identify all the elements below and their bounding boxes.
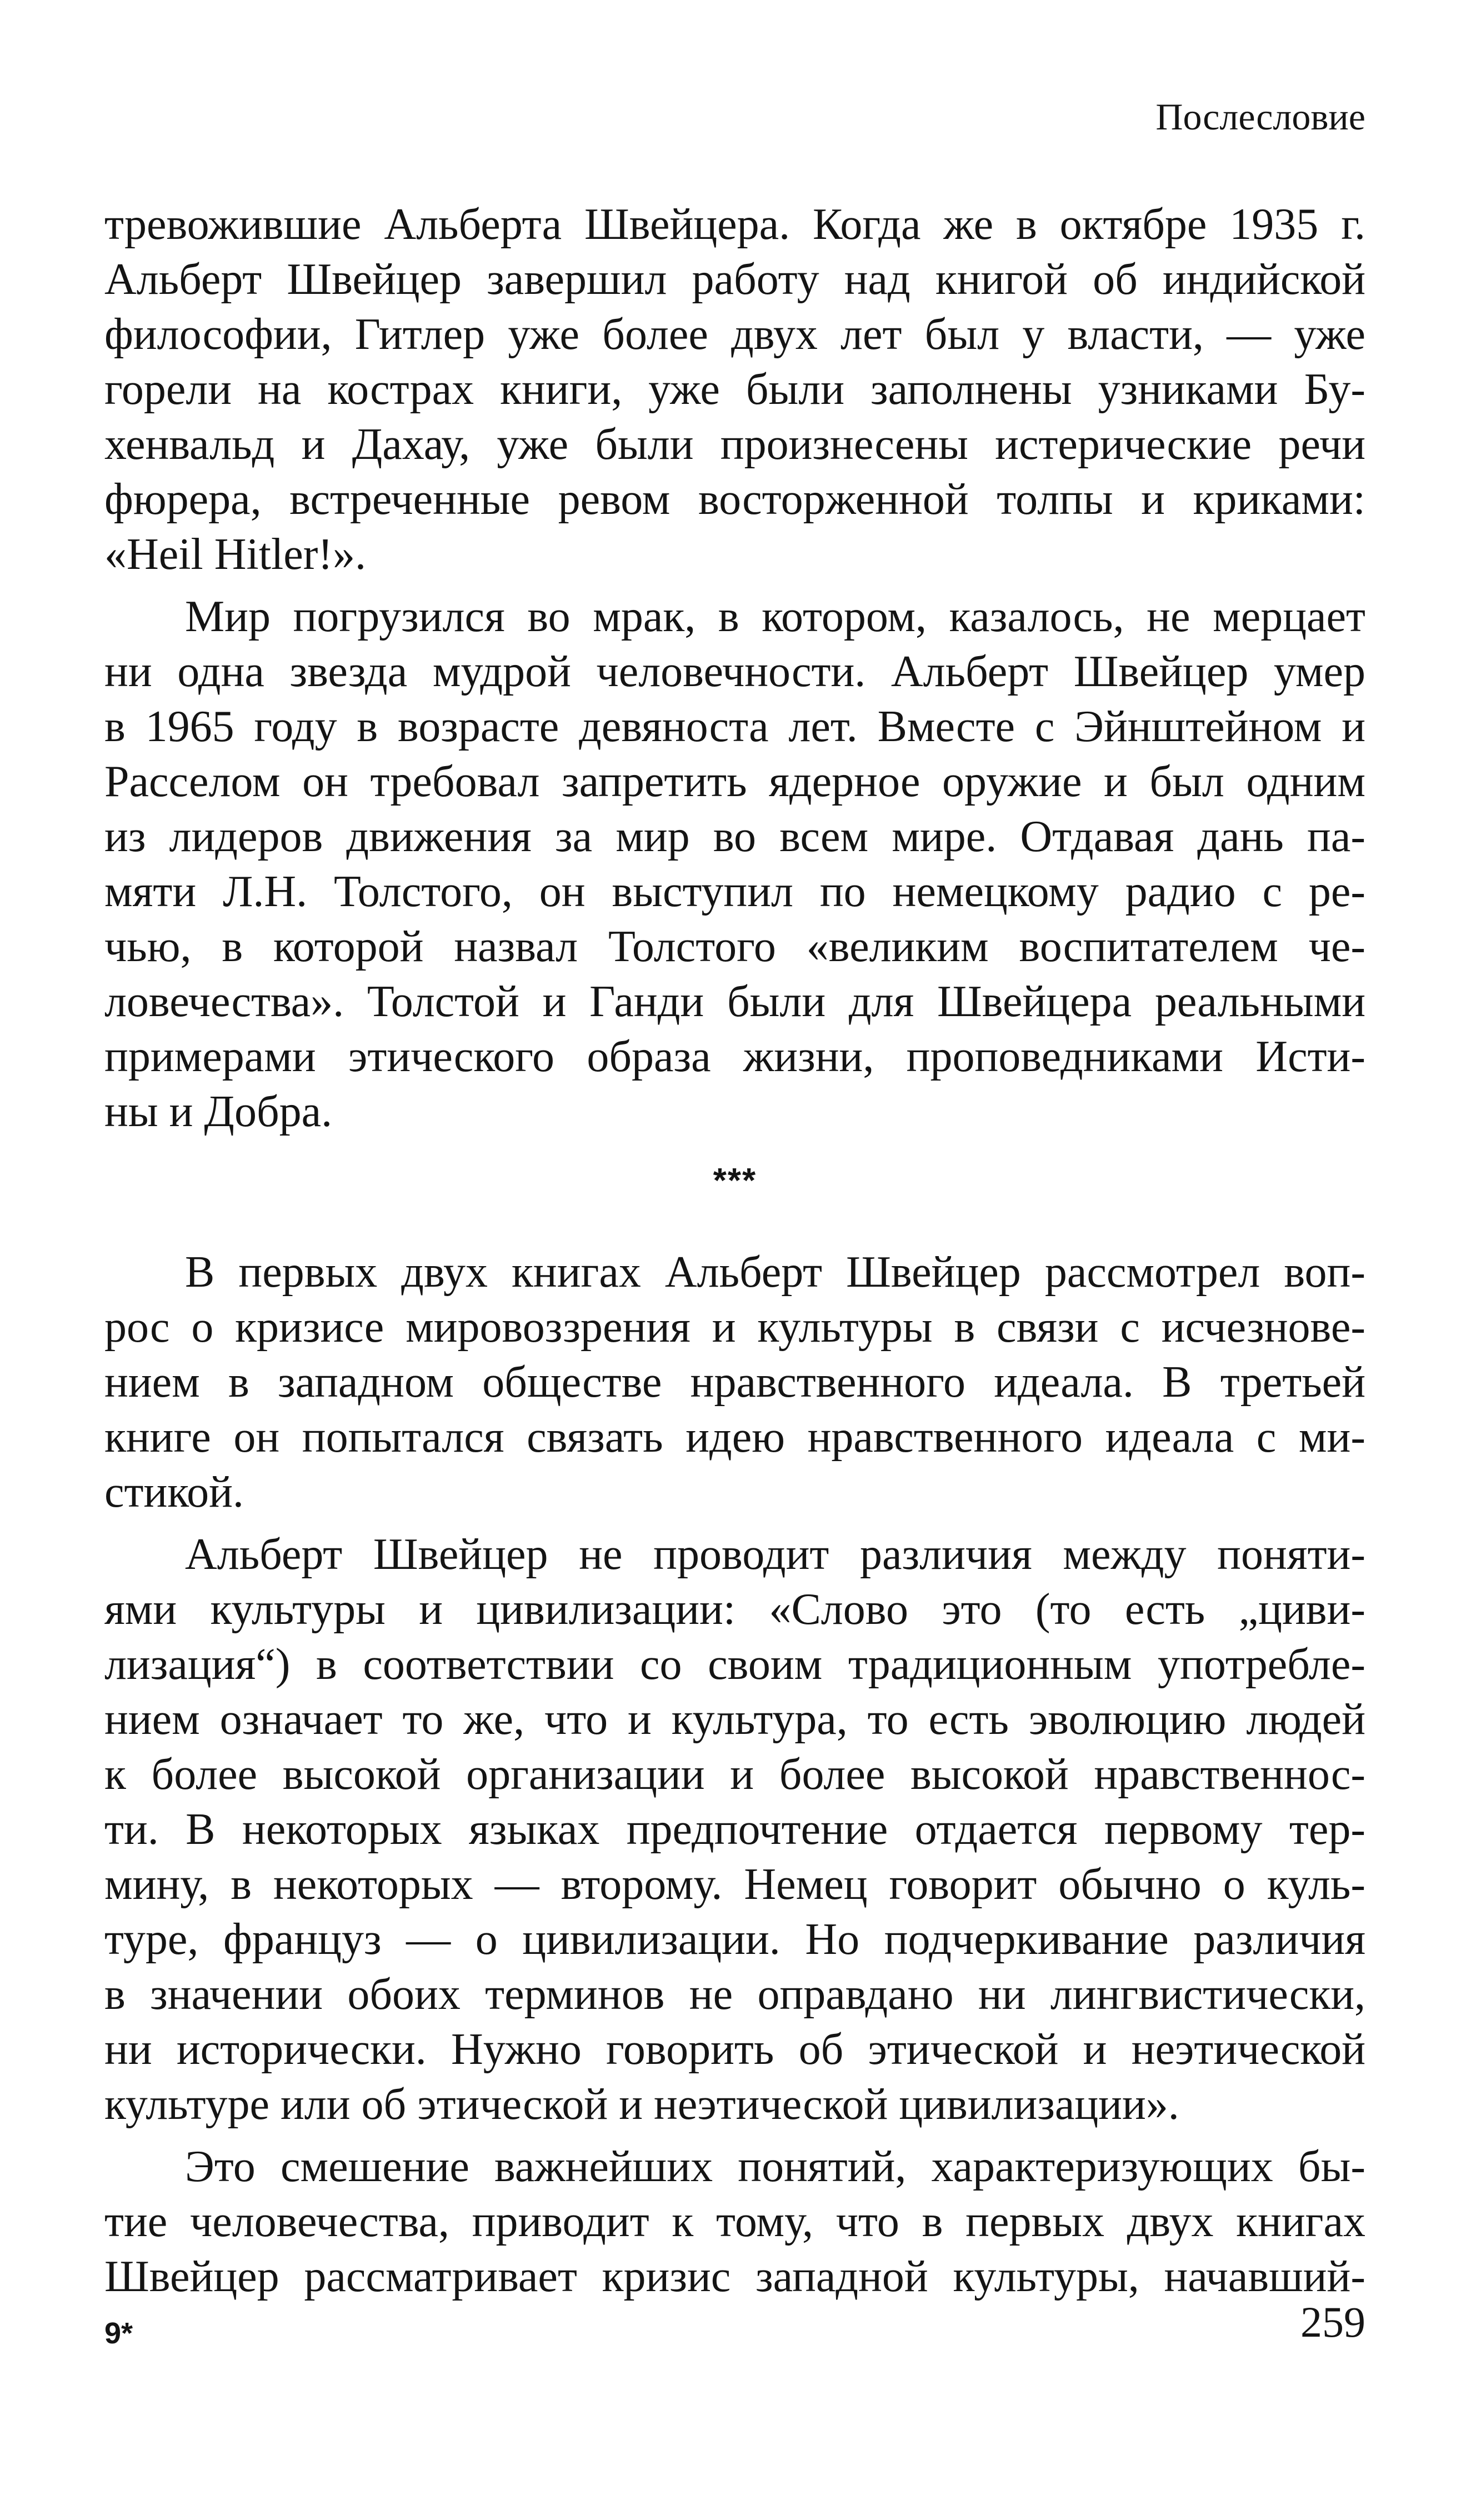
text-line: туре, француз — о цивилизации. Но подчеркивание различия [104,1915,1365,1964]
text-line: нием в западном обществе нравственного идеала. В третьей [104,1358,1365,1407]
text-line: Альберт Швейцер не проводит различия между поняти- [185,1530,1365,1579]
running-head: Послесловие [1155,96,1365,138]
text-line: В первых двух книгах Альберт Швейцер рассмотрел воп- [185,1248,1365,1297]
text-line: ни исторически. Нужно говорить об этической и неэтической [104,2025,1365,2074]
text-line: Альберт Швейцер завершил работу над книгой об индийской [104,255,1365,304]
text-line: рос о кризисе мировоззрения и культуры в связи с исчезнове- [104,1303,1365,1352]
text-line: Швейцер рассматривает кризис западной культуры, начавший- [104,2252,1365,2301]
text-line: Это смешение важнейших понятий, характеризующих бы- [185,2142,1365,2191]
section-separator: *** [713,1162,757,1200]
text-line: тревожившие Альберта Швейцера. Когда же в октябре 1935 г. [104,200,1365,249]
text-line: Мир погрузился во мрак, в котором, казалось, не мерцает [185,592,1365,641]
paragraph-3 [104,1245,1365,1520]
text-line: книге он попытался связать идею нравственного идеала с ми- [104,1413,1365,1462]
text-line: чью, в которой назвал Толстого «великим воспитателем че- [104,922,1365,971]
text-line: философии, Гитлер уже более двух лет был у власти, — уже [104,310,1365,359]
text-line: тие человечества, приводит к тому, что в первых двух книгах [104,2197,1365,2246]
text-line: фюрера, встреченные ревом восторженной толпы и криками: [104,475,1365,524]
text-line: к более высокой организации и более высокой нравственнос- [104,1750,1365,1799]
text-line: мяти Л.Н. Толстого, он выступил по немецкому радио с ре- [104,867,1365,916]
text-line: в 1965 году в возрасте девяноста лет. Вместе с Эйнштейном и [104,702,1365,751]
text-line: лизация“) в соответствии со своим традиционным употребле- [104,1640,1365,1689]
text-line: мину, в некоторых — второму. Немец говорит обычно о куль- [104,1860,1365,1909]
text-line: ни одна звезда мудрой человечности. Альберт Швейцер умер [104,647,1365,696]
paragraph-1 [104,197,1365,582]
text-line: ти. В некоторых языках предпочтение отдается первому тер- [104,1805,1365,1854]
text-line: ловечества». Толстой и Ганди были для Швейцера реальными [104,977,1365,1026]
paragraph-5 [104,2139,1365,2304]
text-line: в значении обоих терминов не оправдано ни лингвистически, [104,1970,1365,2019]
paragraph-2 [104,589,1365,1139]
text-line: Расселом он требовал запретить ядерное оружие и был одним [104,757,1365,806]
text-line: ями культуры и цивилизации: «Слово это (то есть „циви- [104,1585,1365,1634]
signature-mark: 9* [104,2317,133,2350]
text-line: нием означает то же, что и культура, то есть эволюцию людей [104,1695,1365,1744]
paragraph-4 [104,1527,1365,2132]
text-line: ны и Добра. [104,1087,333,1136]
text-line: примерами этического образа жизни, проповедниками Исти- [104,1032,1365,1081]
text-line: хенвальд и Дахау, уже были произнесены истерические речи [104,420,1365,469]
text-line: горели на кострах книги, уже были заполнены узниками Бу- [104,365,1365,414]
page-number: 259 [1300,2298,1365,2346]
text-line: «Heil Hitler!». [104,530,366,579]
body-text [104,197,1365,2304]
text-line: культуре или об этической и неэтической цивилизации». [104,2080,1179,2129]
text-line: стикой. [104,1468,244,1517]
text-line: из лидеров движения за мир во всем мире. Отдавая дань па- [104,812,1365,861]
